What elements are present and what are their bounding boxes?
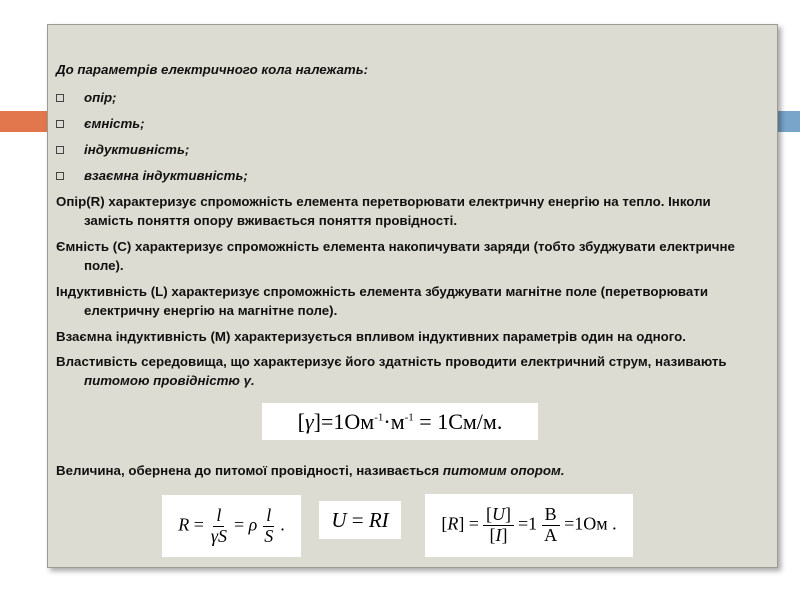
- paragraph-line-italic: питомою провідністю γ.: [84, 373, 255, 388]
- paragraph-capacitance: [56, 237, 756, 275]
- formula-ohm-law: U = RI: [319, 501, 401, 539]
- paragraph-line: електричну енергію на магнітне поле).: [84, 303, 338, 318]
- bullet-label: взаємна індуктивність;: [84, 168, 248, 183]
- accent-bar-right: [778, 111, 800, 132]
- bullet-icon: [56, 120, 64, 128]
- paragraph-line: Ємність (С) характеризує спроможність елемента накопичувати заряди (тобто збуджувати електричне: [56, 239, 735, 254]
- paragraph-line: Величина, обернена до питомої провідності, називається: [56, 463, 443, 478]
- bullet-icon: [56, 146, 64, 154]
- paragraph-line: поле).: [84, 258, 124, 273]
- paragraph-line: Властивість середовища, що характеризує його здатність проводити електричний струм, називають: [56, 354, 727, 369]
- paragraph-line: замість поняття опору вживається поняття провідності.: [84, 213, 458, 228]
- paragraph-line: Індуктивність (L) характеризує спроможність елемента збуджувати магнітне поле (перетворювати: [56, 284, 709, 299]
- bullet-icon: [56, 172, 64, 180]
- paragraph-mutual: [56, 327, 756, 346]
- paragraph-conductivity: [56, 352, 756, 390]
- paragraph-line-italic: питомим опором.: [442, 463, 565, 478]
- bullet-label: ємність;: [84, 116, 145, 131]
- paragraph-inductance: [56, 282, 756, 320]
- formula-gamma-units: $[\gamma]=1Ом^{-1}\cdot м^{-1} = 1См/м$.: [262, 403, 538, 440]
- paragraph-line: Взаємна індуктивність (М) характеризується впливом індуктивних параметрів один на одного.: [56, 329, 686, 344]
- paragraph-resistivity: [56, 461, 756, 480]
- accent-bar-left: [0, 111, 48, 132]
- paragraph-resistance: [56, 192, 756, 230]
- paragraph-line: Опір(R) характеризує спроможність елемента перетворювати електричну енергію на тепло. Інколи: [56, 194, 711, 209]
- bullet-label: індуктивність;: [84, 142, 190, 157]
- intro-text: До параметрів електричного кола належать:: [56, 62, 369, 77]
- formula-resistance: R = $\frac{l}{\gamma S}$ = ρ $\frac{l}{S}$ .: [162, 495, 301, 557]
- bullet-label: опір;: [84, 90, 117, 105]
- formula-ohm-unit: [R] = $\frac{[U]}{[I]}$ =1 $\frac{В}{А}$ =1Ом .: [425, 494, 633, 557]
- bullet-icon: [56, 94, 64, 102]
